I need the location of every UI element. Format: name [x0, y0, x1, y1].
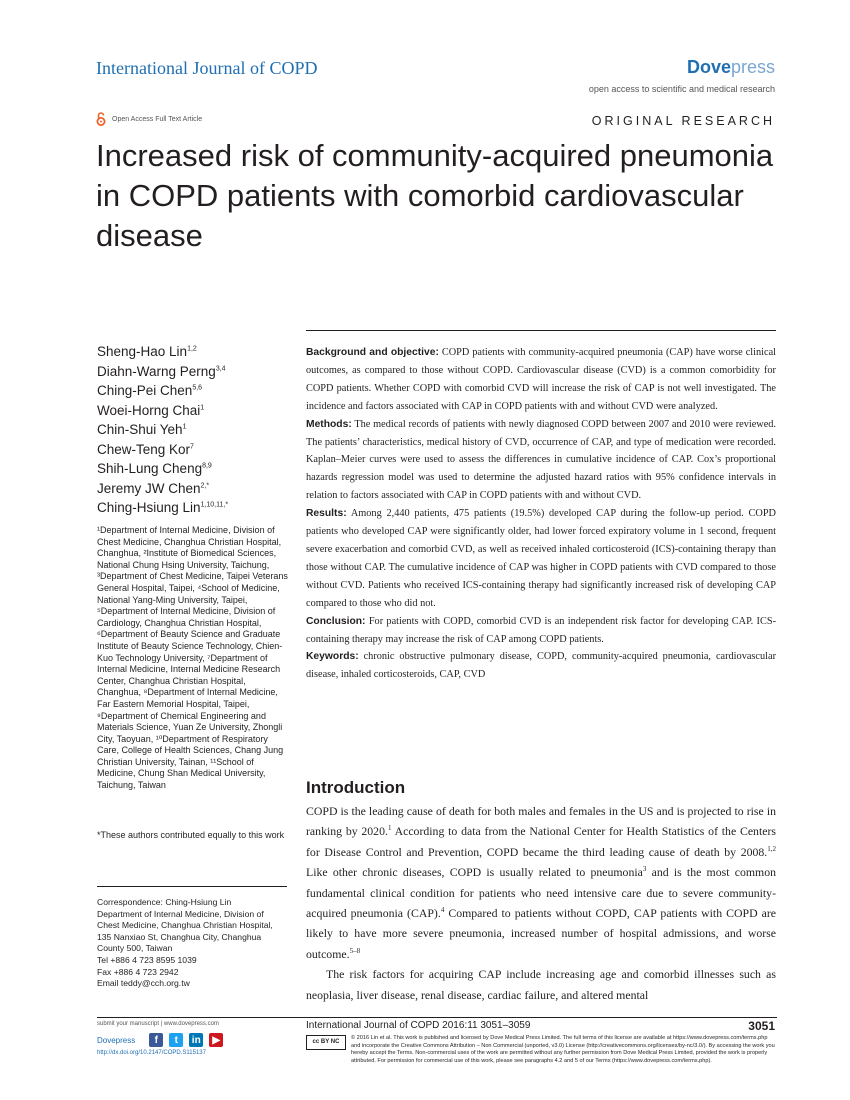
footer-divider: [97, 1017, 777, 1018]
twitter-icon[interactable]: t: [169, 1033, 183, 1047]
intro-paragraph: The risk factors for acquiring CAP include increasing age and comorbid illnesses such as neoplasia, liver disease, renal disease, cardiac failure, and altered mental: [306, 967, 776, 1002]
affiliations: ¹Department of Internal Medicine, Division of Chest Medicine, Changhua Christian Hospital, Changhua, ²Institute of Biomedical Sciences, National Chung Hsing University, Taichung, ³Department of Chest Medicine, Taipei Veterans General Hospital, Taipei, ⁴School of Medicine, National Yang-Ming University, Taipei, ⁵Department of Internal Medicine, Division of Cardiology, Changhua Christian Hospital, ⁶Department of Beauty Science and Graduate Institute of Beauty Science Technology, Chien-Kuo Technology University, ⁷Department of Internal Medicine, Internal Medicine Research Center, Changhua Christian Hospital, Changhua, ⁸Department of Internal Medicine, Far Eastern Memorial Hospital, Taipei, ⁹Department of Chemical Engineering and Materials Science, Yuan Ze University, Zhongli City, Taoyuan, ¹⁰Department of Respiratory Care, College of Health Sciences, Chang Jung Christian University, Tainan, ¹¹School of Medicine, Chung Shan Medical University, Taichung, Taiwan: [97, 525, 288, 791]
publisher-logo[interactable]: [687, 57, 775, 78]
abstract-keywords: Keywords: chronic obstructive pulmonary disease, COPD, community-acquired pneumonia, cardiovascular disease, inhaled corticosteroids, CAP, CVD: [306, 651, 776, 681]
abstract-results: Results: Among 2,440 patients, 475 patients (19.5%) developed CAP during the follow-up period. COPD patients who developed CAP were significantly older, had lower forced expiratory volume in 1 second, frequent severe exacerbation and comorbid CVD, as well as received inhaled corticosteroid (ICS)-containing therapy than those without CAP. The cumulative incidence of CAP was higher in COPD patients with CVD compared to those without CVD. Patients who received ICS-containing therapy had significantly increased risk of developing CAP compared to those who did not.: [306, 508, 776, 609]
facebook-icon[interactable]: f: [149, 1033, 163, 1047]
article-title: Increased risk of community-acquired pneumonia in COPD patients with comorbid cardiovascular disease: [96, 138, 774, 253]
author-list: [97, 342, 297, 518]
cc-license-icon[interactable]: cc BY NC: [306, 1035, 346, 1050]
author[interactable]: Woei-Horng Chai$^1$: [97, 402, 205, 418]
citation-line: International Journal of COPD 2016:11 3051–3059: [306, 1020, 531, 1031]
email-link[interactable]: Email teddy@cch.org.tw: [97, 978, 190, 989]
article-type: ORIGINAL RESEARCH: [591, 114, 775, 128]
citation-ref[interactable]: 4: [440, 906, 445, 915]
abstract-methods: Methods: The medical records of patients with newly diagnosed COPD between 2007 and 2010 were reviewed. The patients’ characteristics, medical history of CVD, occurrence of CAP, and type of medication were recorded. Kaplan–Meier curves were used to assess the differences in cumulative incidence of CAP. Cox’s proportional hazards regression model was used to determine the adjusted hazard ratios with 95% confidence intervals in relation to factors associated with CAP in COPD patients with and without CVD.: [306, 418, 777, 502]
footer-dovepress-logo[interactable]: Dovepress: [97, 1035, 136, 1045]
correspondence-divider: [97, 886, 287, 887]
citation-ref[interactable]: 3: [642, 865, 647, 874]
license-text: © 2016 Lin et al. This work is published and licensed by Dove Medical Press Limited. The full terms of this license are available at https://www.dovepress.com/terms.php and incorporate the Creative Commons Attribution – Non Commercial (unported, v3.0) License (http://creativecommons.org/licenses/by-nc/3.0/). By accessing the work you hereby accept the Terms. Non-commercial uses of the work are permitted without any further permission from Dove Medical Press Limited, provided the work is properly attributed. For permission for commercial use of this work, please see paragraphs 4.2 and 5 of our Terms (https://www.dovepress.com/terms.php).: [351, 1035, 775, 1064]
author[interactable]: Chew-Teng Kor$^7$: [97, 441, 194, 457]
doi-link[interactable]: http://dx.doi.org/10.2147/COPD.S115137: [97, 1050, 206, 1056]
author[interactable]: Shih-Lung Cheng$^{8,9}$: [97, 461, 212, 476]
page-number: 3051: [748, 1019, 775, 1033]
author[interactable]: Jeremy JW Chen$^{2,*}$: [97, 480, 210, 496]
correspondence: Correspondence: Ching-Hsiung Lin Department of Internal Medicine, Division of Chest Medicine, Changhua Christian Hospital, 135 Nanxiao St, Changhua City, Changhua County 500, Taiwan Tel +886 4 723 8595 1039 Fax +886 4 723 2942 Email teddy@cch.org.tw: [97, 897, 292, 990]
youtube-icon[interactable]: ▶: [209, 1033, 223, 1047]
abstract-divider: [306, 330, 776, 331]
introduction-body: [306, 801, 776, 1005]
section-heading: Introduction: [306, 778, 406, 797]
author[interactable]: Ching-Hsiung Lin$^{1,10,11,*}$: [97, 500, 229, 515]
intro-paragraph: COPD is the leading cause of death for both males and females in the US and is projected to rise in ranking by 2020.$^1$ According to data from the National Center for Health Statistics of the Centers for Disease Control and Prevention, COPD became the third leading cause of death by 2008.$^{1,2}$ Like other chronic diseases, COPD is usually related to pneumonia$^3$ and is the most common fundamental clinical condition for patients who need intensive care due to severe community-acquired pneumonia (CAP).$^4$ Compared to patients without COPD, CAP patients with COPD are likely to have more severe pneumonia, increased number of hospital admissions, and worse outcome.$^{5-8}$: [306, 804, 777, 961]
linkedin-icon[interactable]: in: [189, 1033, 203, 1047]
abstract-conclusion: Conclusion: For patients with COPD, comorbid CVD is an independent risk factor for developing CAP. ICS-containing therapy may increase the risk of CAP among COPD patients.: [306, 615, 776, 645]
license-notice: [306, 1035, 776, 1065]
citation-ref[interactable]: 1,2: [767, 844, 776, 853]
journal-name[interactable]: International Journal of COPD: [96, 58, 318, 78]
submit-manuscript-link[interactable]: submit your manuscript | www.dovepress.com: [97, 1021, 219, 1027]
publisher-logo-bold: Dove: [686, 57, 731, 77]
author[interactable]: Ching-Pei Chen$^{5,6}$: [97, 383, 203, 398]
open-access-lock-icon: [96, 112, 106, 126]
author[interactable]: Chin-Shui Yeh$^1$: [97, 422, 187, 437]
publisher-tagline: open access to scientific and medical research: [588, 84, 775, 94]
abstract: [306, 344, 776, 684]
open-access-label: Open Access Full Text Article: [112, 115, 203, 123]
abstract-background: Background and objective: COPD patients with community-acquired pneumonia (CAP) have worse clinical outcomes, as compared to those without COPD. Cardiovascular disease (CVD) is a common comorbidity for COPD patients. Whether COPD with comorbid CVD will increase the risk of CAP is not well investigated. The incidence and factors associated with CAP in COPD patients with and without CVD were analyzed.: [306, 347, 776, 412]
social-bar: [97, 1033, 223, 1047]
publisher-logo-light: press: [730, 57, 775, 77]
author[interactable]: Diahn-Warng Perng$^{3,4}$: [97, 363, 226, 379]
citation-ref[interactable]: 1: [387, 824, 392, 833]
author[interactable]: Sheng-Hao Lin$^{1,2}$: [97, 344, 197, 359]
citation-ref[interactable]: 5–8: [349, 946, 361, 955]
open-access-badge: [96, 112, 202, 126]
equal-contribution-note: *These authors contributed equally to this work: [97, 830, 285, 840]
